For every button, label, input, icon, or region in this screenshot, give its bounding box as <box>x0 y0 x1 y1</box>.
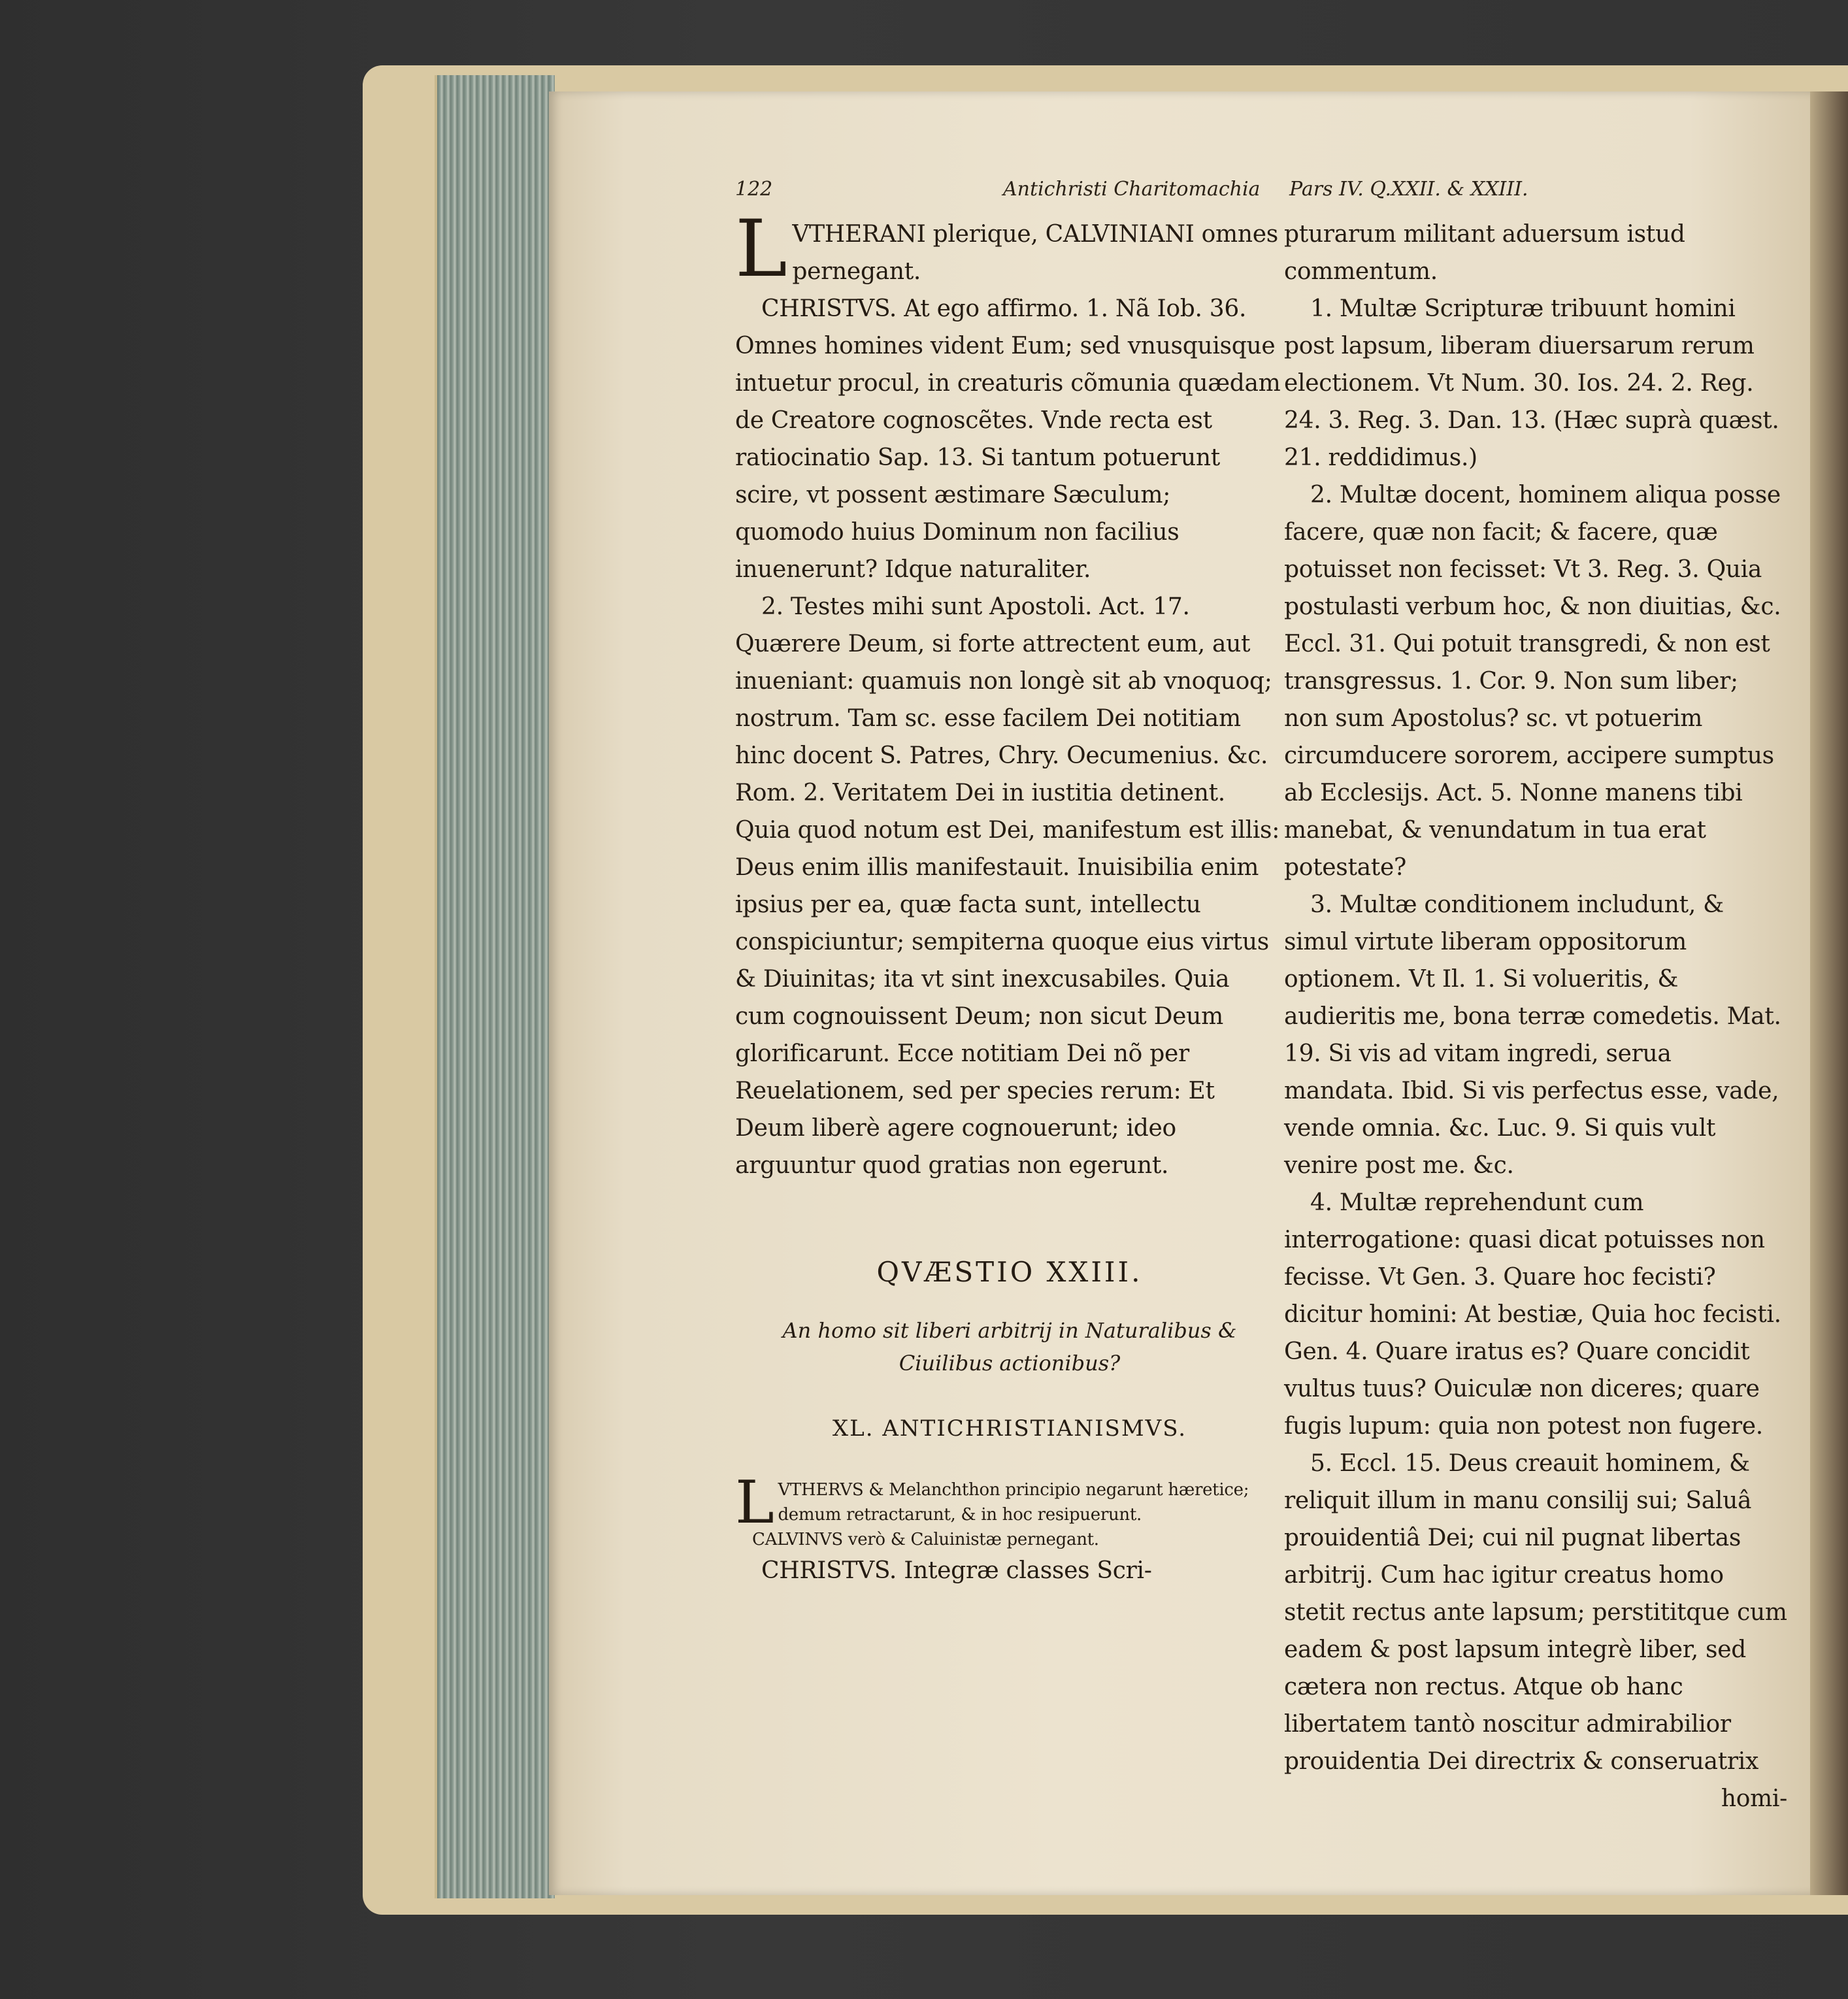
paragraph-lutherus <box>735 1468 1284 1537</box>
paragraph-continuation: pturarum militant aduersum istud commentum. <box>1284 221 1685 285</box>
left-column <box>735 204 1284 1589</box>
question-title: An homo sit liberi arbitrij in Naturalibus & Ciuilibus actionibus? <box>782 1318 1237 1376</box>
right-column <box>1284 216 1787 1817</box>
lutherus-text: VTHERVS & Melanchthon principio negarunt hæretice; demum retractarunt, & in hoc resipuerunt. <box>778 1480 1249 1525</box>
paragraph-point-2: 2. Multæ docent, hominem aliqua posse facere, quæ non facit; & facere, quæ potuisset non fecisset: Vt 3. Reg. 3. Quia postulasti verbum hoc, & non diuitias, &c. Eccl. 31. Qui potuit transgredi, & non est transgressus. 1. Cor. 9. Non sum liber; non sum Apostolus? sc. vt potuerim circumducere sororem, accipere sumptus ab Ecclesijs. Act. 5. Nonne manens tibi manebat, & venundatum in tua erat potestate? <box>1284 482 1781 881</box>
header-running-title: Pars IV. Q.XXII. & XXIII. <box>1289 178 1528 201</box>
quaestio-heading: QVÆSTIO XXIII. <box>876 1256 1143 1288</box>
paragraph-point-5: 5. Eccl. 15. Deus creauit hominem, & reliquit illum in manu consilij sui; Saluâ prouidentiâ Dei; cui nil pugnat libertas arbitrij. Cum hac igitur creatus homo stetit rectus ante lapsum; perstititque cum eadem & post lapsum integrè liber, sed cætera non rectus. Atque ob hanc libertatem tantò noscitur admirabilior prouidentia Dei directrix & conseruatrix <box>1284 1450 1787 1775</box>
paragraph-point-1: 1. Multæ Scripturæ tribuunt homini post lapsum, liberam diuersarum rerum electionem. Vt Num. 30. Ios. 24. 2. Reg. 24. 3. Reg. 3. Dan. 13. (Hæc suprà quæst. 21. reddidimus.) <box>1284 295 1779 471</box>
page-stack-edges <box>435 75 555 1898</box>
drop-cap: L <box>735 204 787 295</box>
running-header <box>735 178 1601 217</box>
paragraph-calvinus: CALVINVS verò & Caluinistæ pernegant. <box>752 1530 1099 1549</box>
page-number: 122 <box>735 178 773 201</box>
page-gutter-shadow <box>1810 91 1848 1895</box>
drop-cap-small: L <box>735 1468 774 1537</box>
opening-paragraph <box>735 204 1284 295</box>
paragraph-christus: CHRISTVS. At ego affirmo. 1. Nã Iob. 36. Omnes homines vident Eum; sed vnusquisque intuetur procul, in creaturis cõmunia quædam de Creatore cognoscẽtes. Vnde recta est ratiocinatio Sap. 13. Si tantum potuerunt scire, vt possent æstimare Sæculum; quomodo huius Dominum non facilius inuenerunt? Idque naturaliter. <box>735 295 1281 583</box>
opening-text: VTHERANI plerique, CALVINIANI omnes pernegant. <box>792 221 1278 285</box>
paragraph-point-4: 4. Multæ reprehendunt cum interrogatione: quasi dicat potuisses non fecisse. Vt Gen. 3. Quare hoc fecisti? dicitur homini: At bestiæ, Quia hoc fecisti. Gen. 4. Quare iratus es? Quare concidit vultus tuus? Ouiculæ non diceres; quare fugis lupum: quia non potest non fugere. <box>1284 1189 1781 1440</box>
section-heading: XL. ANTICHRISTIANISMVS. <box>832 1415 1187 1442</box>
catchword: homi- <box>1721 1785 1787 1812</box>
paragraph-testes: 2. Testes mihi sunt Apostoli. Act. 17. Quærere Deum, si forte attrectent eum, aut inueniant: quamuis non longè sit ab vnoquoq; nostrum. Tam sc. esse facilem Dei notitiam hinc docent S. Patres, Chry. Oecumenius. &c. Rom. 2. Veritatem Dei in iustitia detinent. Quia quod notum est Dei, manifestum est illis: Deus enim illis manifestauit. Inuisibilia enim ipsius per ea, quæ facta sunt, intellectu conspiciuntur; sempiterna quoque eius virtus & Diuinitas; ita vt sint inexcusabiles. Quia cum cognouissent Deum; non sicut Deum glorificarunt. Ecce notitiam Dei nõ per Reuelationem, sed per species rerum: Et Deum liberè agere cognouerunt; ideo arguuntur quod gratias non egerunt. <box>735 593 1280 1179</box>
paragraph-point-3: 3. Multæ conditionem includunt, & simul virtute liberam oppositorum optionem. Vt Il. 1. Si volueritis, & audieritis me, bona terræ comedetis. Mat. 19. Si vis ad vitam ingredi, serua mandata. Ibid. Si vis perfectus esse, vade, vende omnia. &c. Luc. 9. Si quis vult venire post me. &c. <box>1284 891 1781 1179</box>
header-title: Antichristi Charitomachia <box>1003 178 1261 201</box>
paragraph-christus-integrae: CHRISTVS. Integræ classes Scri- <box>761 1557 1152 1584</box>
